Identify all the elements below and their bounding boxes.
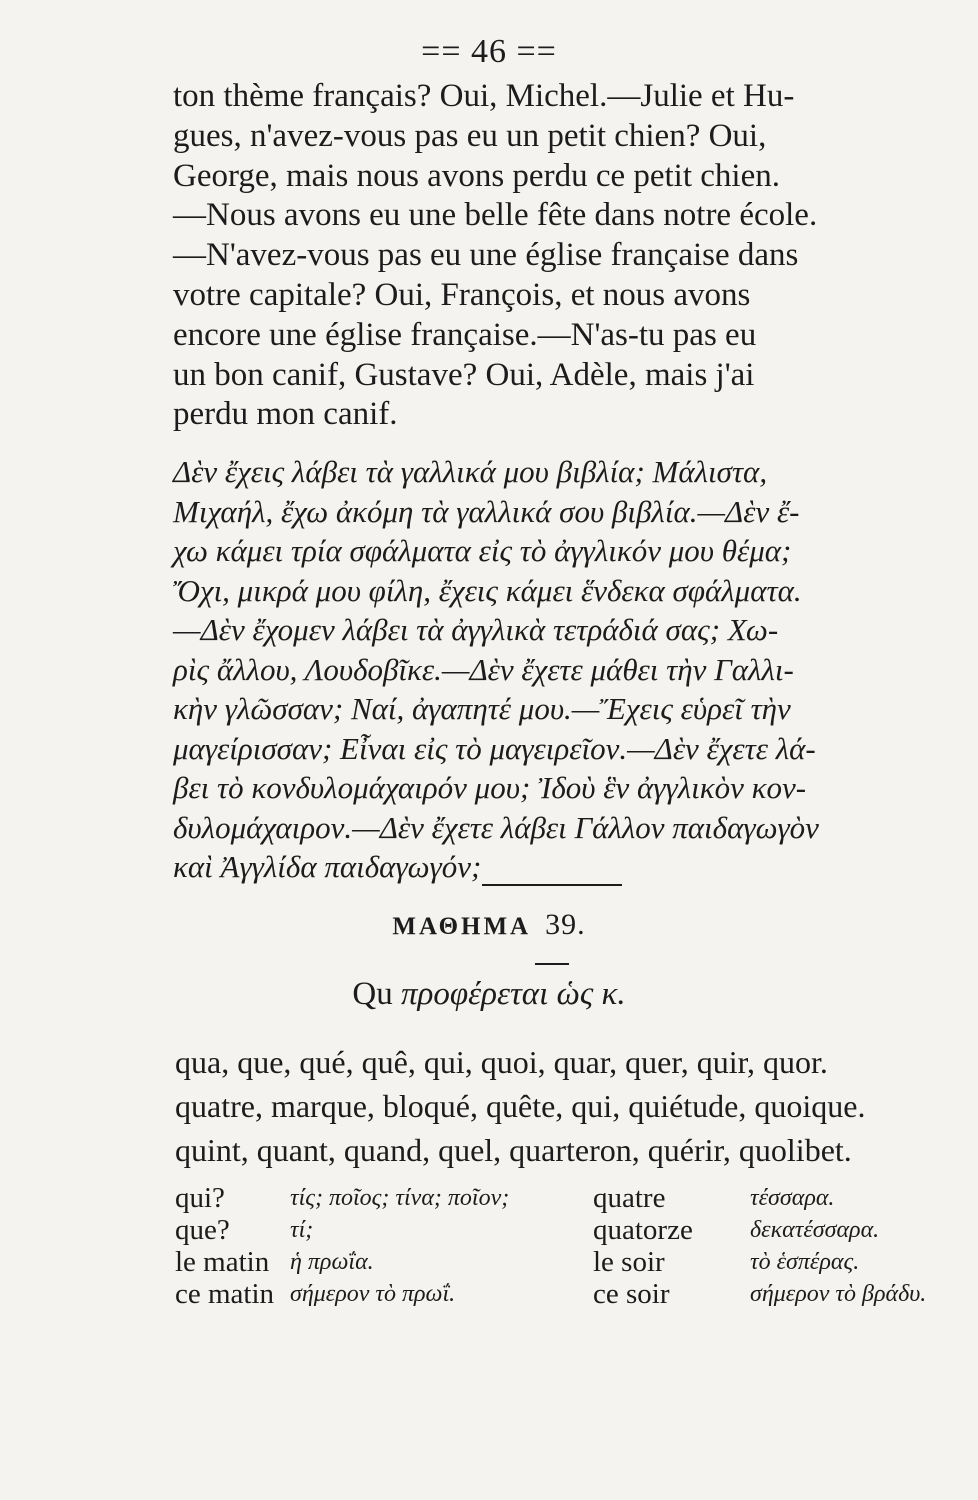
vocab-row: [175, 1214, 935, 1246]
exercise-line: quatre, marque, bloqué, quête, qui, quiétude, quoique.: [175, 1088, 866, 1124]
french-paragraph: [173, 76, 918, 434]
exercise-line: quint, quant, quand, quel, quarteron, quérir, quolibet.: [175, 1132, 852, 1168]
vocab-greek: τὸ ἑσπέρας.: [750, 1249, 860, 1275]
greek-line: —Δὲν ἔχομεν λάβει τὰ ἀγγλικὰ τετράδιά σας; Χω-: [173, 612, 779, 647]
vocabulary-list: [175, 1182, 935, 1310]
vocab-french: quatorze: [593, 1214, 693, 1246]
french-line: perdu mon canif.: [173, 396, 398, 433]
subheading-latin: Qu: [352, 976, 393, 1012]
exercise-line: qua, que, qué, quê, qui, quoi, quar, quer, quir, quor.: [175, 1044, 828, 1080]
vocab-french: le soir: [593, 1246, 665, 1278]
greek-line: καὶ Ἀγγλίδα παιδαγωγόν;: [173, 849, 482, 884]
french-line: encore une église française.—N'as-tu pas eu: [173, 316, 757, 353]
greek-line: Ὄχι, μικρά μου φίλη, ἔχεις κάμει ἕνδεκα σφάλματα.: [173, 572, 802, 608]
vocab-french: le matin: [175, 1246, 270, 1278]
french-line: votre capitale? Oui, François, et nous avons: [173, 276, 751, 313]
greek-line: βει τὸ κονδυλομάχαιρόν μου; Ἰδοὺ ἓν ἀγγλικὸν κον-: [173, 770, 807, 805]
french-line: —N'avez-vous pas eu une église française dans: [173, 237, 799, 274]
greek-paragraph: [173, 452, 918, 887]
subheading-greek: προφέρεται ὡς κ.: [401, 976, 626, 1012]
lesson-number: 39.: [545, 908, 586, 941]
vocab-greek: τίς; ποῖος; τίνα; ποῖον;: [290, 1185, 510, 1211]
greek-line: κὴν γλῶσσαν; Ναί, ἀγαπητέ μου.—Ἔχεις εὑρεῖ τὴν: [173, 691, 791, 726]
vocab-french: ce matin: [175, 1278, 275, 1310]
short-divider: [535, 963, 569, 965]
greek-line: Μιχαήλ, ἔχω ἀκόμη τὰ γαλλικά σου βιβλία.—Δὲν ἔ-: [173, 493, 800, 529]
section-divider: [482, 884, 622, 886]
lesson-heading: [0, 908, 978, 942]
vocab-greek: σήμερον τὸ βράδυ.: [750, 1281, 927, 1307]
vocab-french: que?: [175, 1214, 230, 1246]
vocab-greek: ἡ πρωΐα.: [290, 1249, 374, 1275]
pronunciation-exercises: [175, 1040, 935, 1172]
vocab-greek: τί;: [290, 1217, 314, 1243]
vocab-french: ce soir: [593, 1278, 670, 1310]
french-line: ton thème français? Oui, Michel.—Julie et Hu-: [173, 78, 795, 114]
vocab-row: [175, 1278, 935, 1310]
vocab-row: [175, 1246, 935, 1278]
french-line: George, mais nous avons perdu ce petit chien.: [173, 157, 780, 194]
vocab-row: [175, 1182, 935, 1214]
vocab-greek: δεκατέσσαρα.: [750, 1217, 880, 1243]
greek-line: χω κάμει τρία σφάλματα εἰς τὸ ἀγγλικόν μου θέμα;: [173, 533, 792, 568]
vocab-french: quatre: [593, 1182, 666, 1214]
french-line: gues, n'avez-vous pas eu un petit chien? Oui,: [173, 117, 767, 154]
greek-line: μαγείρισσαν; Εἶναι εἰς τὸ μαγειρεῖον.—Δὲν ἔχετε λά-: [173, 730, 816, 766]
pronunciation-heading: [0, 976, 978, 1013]
vocab-greek: σήμερον τὸ πρωΐ.: [290, 1281, 456, 1307]
french-line: un bon canif, Gustave? Oui, Adèle, mais j'ai: [173, 356, 755, 393]
vocab-french: qui?: [175, 1182, 225, 1214]
greek-line: Δὲν ἔχεις λάβει τὰ γαλλικά μου βιβλία; Μάλιστα,: [173, 454, 768, 489]
page-number: == 46 ==: [421, 33, 557, 70]
french-line: —Nous avons eu une belle fête dans notre école.: [173, 197, 818, 234]
vocab-greek: τέσσαρα.: [750, 1185, 835, 1211]
greek-line: ρὶς ἄλλου, Λουδοβῖκε.—Δὲν ἔχετε μάθει τὴν Γαλλι-: [173, 651, 794, 687]
greek-line: δυλομάχαιρον.—Δὲν ἔχετε λάβει Γάλλον παιδαγωγὸν: [173, 809, 819, 845]
lesson-title: ΜΑΘΗΜΑ: [392, 913, 532, 940]
